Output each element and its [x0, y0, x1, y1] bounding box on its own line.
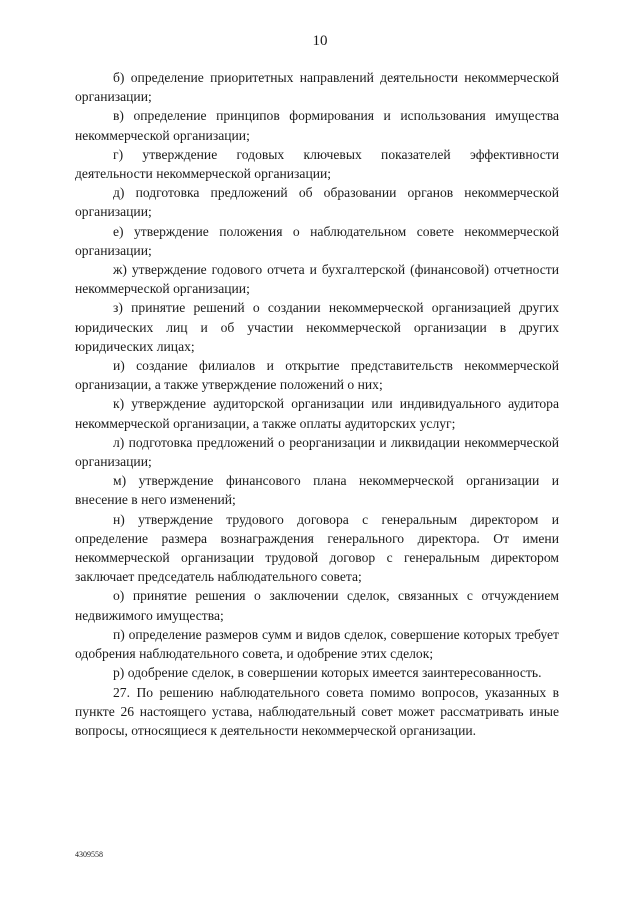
paragraph-b: б) определение приоритетных направлений деятельности некоммерческой организации; [75, 70, 559, 105]
paragraph-l: л) подготовка предложений о реорганизации и ликвидации некоммерческой организации; [75, 434, 559, 470]
document-code: 4309558 [75, 850, 103, 859]
paragraph-e: е) утверждение положения о наблюдательном совете некоммерческой организации; [75, 223, 559, 258]
paragraph-i: и) создание филиалов и открытие представительств некоммерческой организации, а также утверждение положений о них; [75, 358, 559, 393]
paragraph-z: з) принятие решений о создании некоммерческой организацией других юридических лиц и об участии некоммерческой организации в других юридических лицах; [75, 300, 559, 354]
paragraph-p: п) определение размеров сумм и видов сделок, совершение которых требует одобрения наблюдательного совета, и одобрение этих сделок; [75, 626, 559, 662]
document-body [75, 68, 559, 740]
paragraph-k: к) утверждение аудиторской организации или индивидуального аудитора некоммерческой организации, а также оплаты аудиторских услуг; [75, 396, 559, 431]
paragraph-r: р) одобрение сделок, в совершении которых имеется заинтересованность. [113, 665, 542, 681]
paragraph-zh: ж) утверждение годового отчета и бухгалтерской (финансовой) отчетности некоммерческой организации; [75, 262, 559, 297]
paragraph-g: г) утверждение годовых ключевых показателей эффективности деятельности некоммерческой организации; [75, 146, 559, 182]
page-number: 10 [312, 33, 328, 49]
paragraph-d: д) подготовка предложений об образовании органов некоммерческой организации; [75, 185, 559, 220]
paragraph-m: м) утверждение финансового плана некоммерческой организации и внесение в него изменений; [75, 473, 559, 508]
paragraph-o: о) принятие решения о заключении сделок, связанных с отчуждением недвижимого имущества; [75, 588, 559, 623]
paragraph-v: в) определение принципов формирования и использования имущества некоммерческой организации; [75, 108, 559, 143]
paragraph-27: 27. По решению наблюдательного совета помимо вопросов, указанных в пункте 26 настоящего устава, наблюдательный совет может рассматривать иные вопросы, относящиеся к деятельности некоммерческой организации. [75, 684, 559, 738]
paragraph-n: н) утверждение трудового договора с генеральным директором и определение размера вознаграждения генерального директора. От имени некоммерческой организации трудовой договор с генеральным директором заключает председатель наблюдательного совета; [75, 511, 559, 585]
